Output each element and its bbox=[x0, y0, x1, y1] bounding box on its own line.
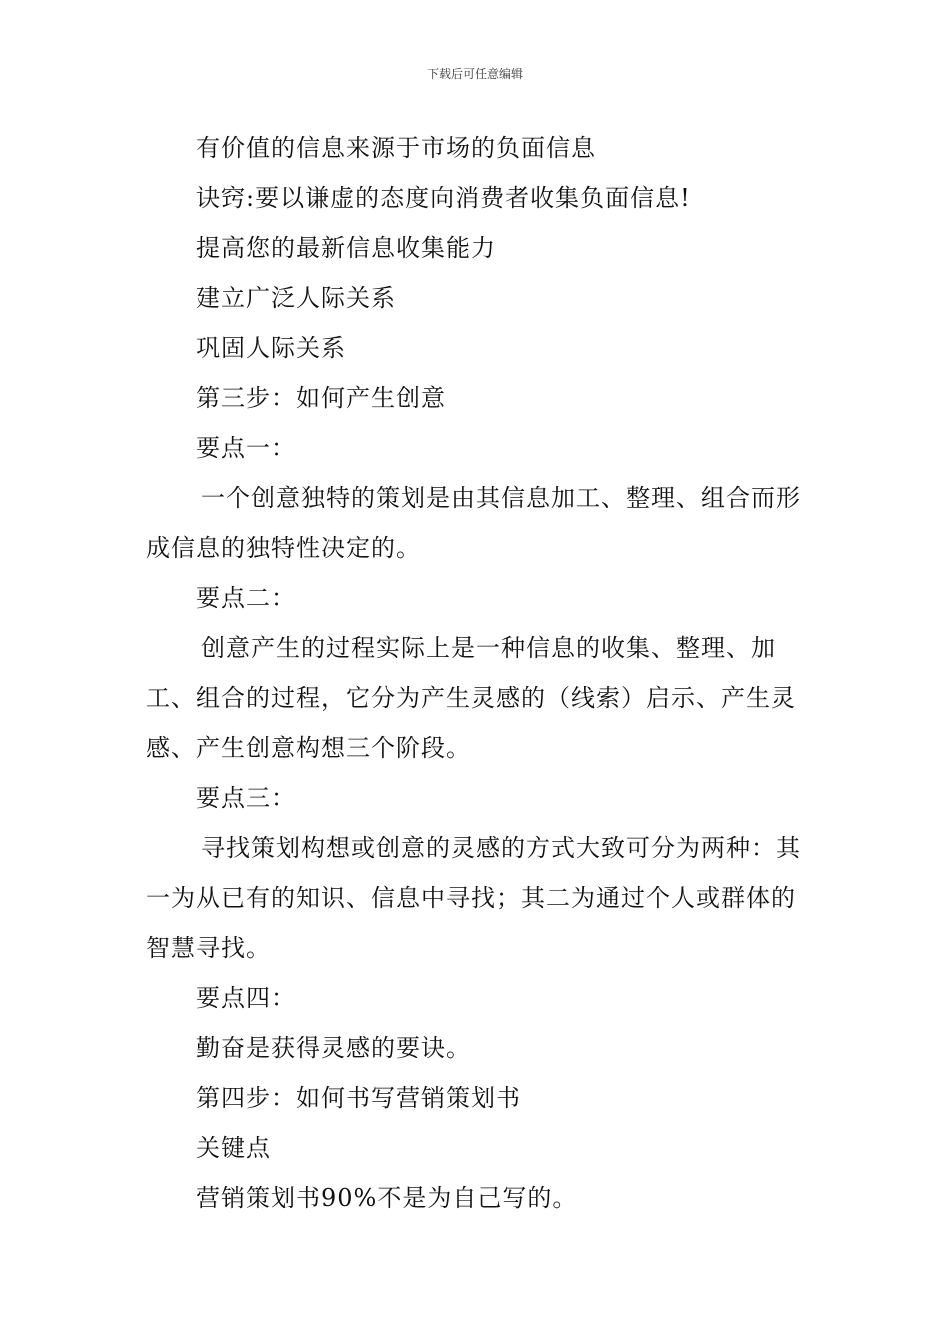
paragraph: 一个创意独特的策划是由其信息加工、整理、组合而形成信息的独特性决定的。 bbox=[146, 484, 801, 562]
paragraph: 寻找策划构想或创意的灵感的方式大致可分为两种：其一为从已有的知识、信息中寻找；其二为通过个人或群体的智慧寻找。 bbox=[146, 834, 801, 962]
page-header: 下载后可任意编辑 bbox=[426, 67, 523, 81]
point-label: 关键点 bbox=[196, 1134, 271, 1162]
paragraph: 诀窍:要以谦虚的态度向消费者收集负面信息! bbox=[196, 184, 691, 212]
section-heading: 第三步：如何产生创意 bbox=[196, 384, 446, 412]
paragraph: 营销策划书90%不是为自己写的。 bbox=[196, 1184, 578, 1212]
point-label: 要点三： bbox=[196, 784, 296, 812]
paragraph: 有价值的信息来源于市场的负面信息 bbox=[196, 134, 596, 162]
paragraph: 创意产生的过程实际上是一种信息的收集、整理、加工、组合的过程，它分为产生灵感的（线索）启示、产生灵感、产生创意构想三个阶段。 bbox=[146, 634, 796, 762]
paragraph: 勤奋是获得灵感的要诀。 bbox=[196, 1034, 471, 1062]
point-label: 要点一： bbox=[196, 434, 296, 462]
paragraph: 建立广泛人际关系 bbox=[196, 284, 396, 312]
document-body bbox=[146, 123, 806, 1223]
paragraph: 巩固人际关系 bbox=[196, 334, 346, 362]
paragraph: 提高您的最新信息收集能力 bbox=[196, 234, 496, 262]
point-label: 要点二： bbox=[196, 584, 296, 612]
section-heading: 第四步：如何书写营销策划书 bbox=[196, 1084, 521, 1112]
point-label: 要点四： bbox=[196, 984, 296, 1012]
